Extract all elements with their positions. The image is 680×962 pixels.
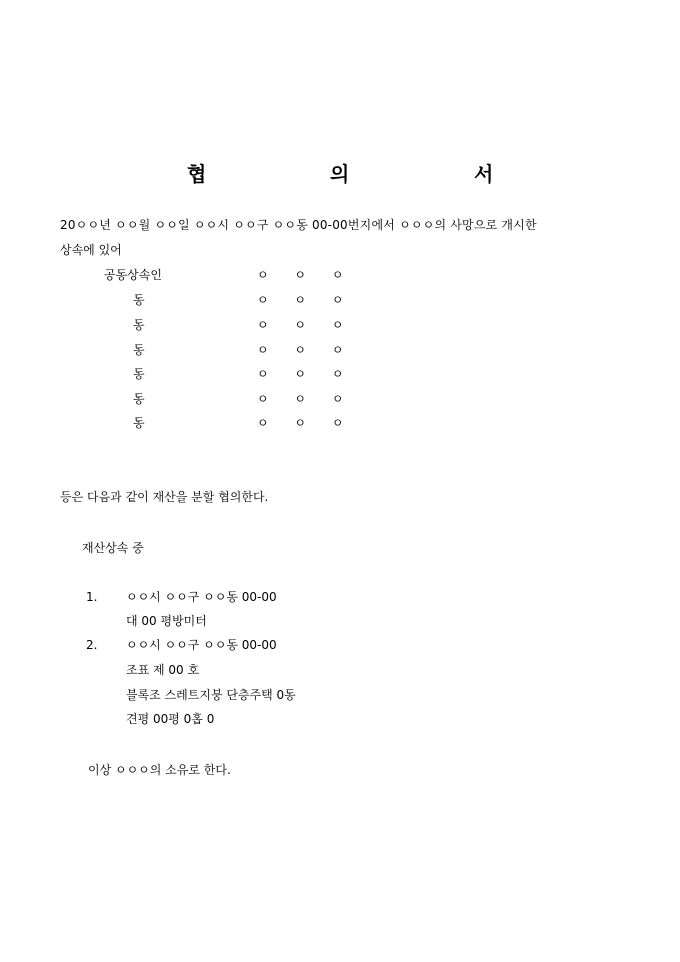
property-line: 대 00 평방미터 [126, 614, 207, 628]
heir-name: ㅇ ㅇ ㅇ [257, 392, 344, 406]
heir-name: ㅇ ㅇ ㅇ [257, 416, 344, 430]
agreement-text: 등은 다음과 같이 재산을 분할 협의한다. [60, 490, 269, 504]
heir-name: ㅇ ㅇ ㅇ [257, 318, 344, 332]
property-line: 블록조 스레트지붕 단층주택 0동 [126, 688, 296, 702]
heir-name: ㅇ ㅇ ㅇ [257, 293, 344, 307]
intro-line-1: 20ㅇㅇ년 ㅇㅇ월 ㅇㅇ일 ㅇㅇ시 ㅇㅇ구 ㅇㅇ동 00-00번지에서 ㅇㅇㅇ의 사망으로 개시한 [60, 218, 537, 232]
property-number: 2. [86, 638, 98, 652]
title-char-3: 서 [474, 162, 494, 186]
heir-label: 동 [133, 416, 145, 430]
heir-label: 동 [133, 367, 145, 381]
heir-name: ㅇ ㅇ ㅇ [257, 268, 344, 282]
title-char-2: 의 [330, 162, 350, 186]
document-title [0, 158, 680, 186]
intro-line-2: 상속에 있어 [60, 243, 122, 257]
heir-name: ㅇ ㅇ ㅇ [257, 343, 344, 357]
subheading: 재산상속 중 [82, 541, 144, 555]
heir-label: 공동상속인 [104, 268, 162, 282]
property-line: ㅇㅇ시 ㅇㅇ구 ㅇㅇ동 00-00 [126, 638, 277, 652]
heir-label: 동 [133, 343, 145, 357]
title-char-1: 협 [187, 162, 207, 186]
property-number: 1. [86, 590, 98, 604]
property-line: 조표 제 00 호 [126, 663, 200, 677]
heir-label: 동 [133, 392, 145, 406]
property-line: ㅇㅇ시 ㅇㅇ구 ㅇㅇ동 00-00 [126, 590, 277, 604]
property-line: 견평 00평 0홉 0 [126, 712, 215, 726]
heir-label: 동 [133, 318, 145, 332]
heir-label: 동 [133, 293, 145, 307]
closing-text: 이상 ㅇㅇㅇ의 소유로 한다. [88, 763, 231, 777]
heir-name: ㅇ ㅇ ㅇ [257, 367, 344, 381]
